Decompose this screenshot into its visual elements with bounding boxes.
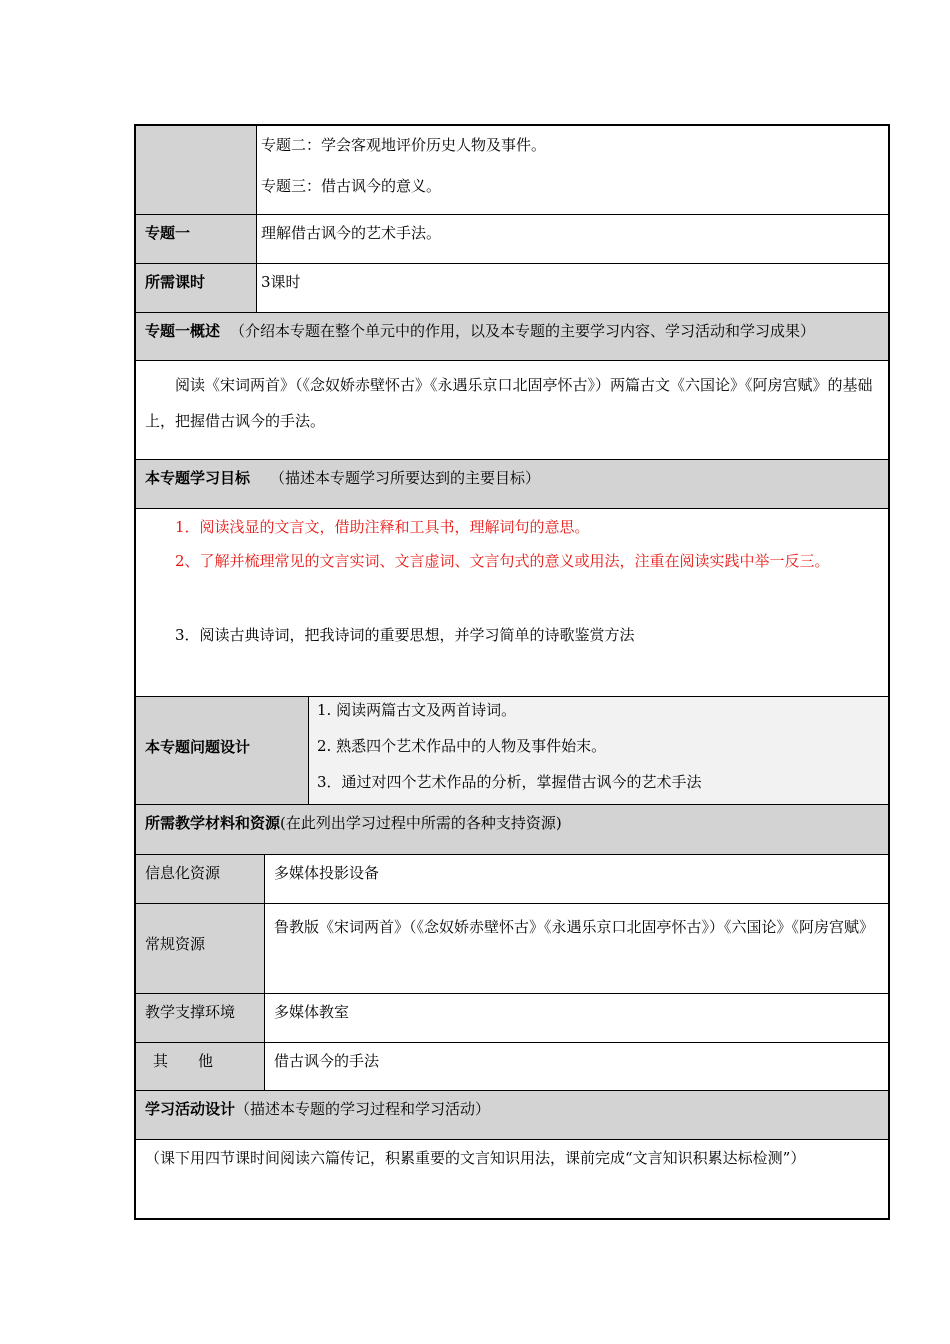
topic1-label: 专题一 bbox=[145, 224, 191, 242]
goals-header-row bbox=[136, 460, 888, 509]
resource-label-cell bbox=[136, 1043, 265, 1090]
questions-label-cell bbox=[136, 697, 309, 804]
hours-label-cell bbox=[136, 264, 257, 312]
question-item-2: 2. 熟悉四个艺术作品中的人物及事件始末。 bbox=[317, 737, 607, 755]
goal-item-1: 1．阅读浅显的文言文，借助注释和工具书，理解词句的意思。 bbox=[175, 518, 590, 536]
resource-row-info bbox=[136, 855, 888, 904]
resource-label: 教学支撑环境 bbox=[145, 1003, 236, 1021]
resource-label-cell bbox=[136, 994, 265, 1042]
resource-label: 其 他 bbox=[153, 1052, 214, 1070]
overview-heading bbox=[145, 321, 815, 341]
topic1-value-cell bbox=[257, 215, 888, 263]
goals-body-row bbox=[136, 509, 888, 697]
hours-label: 所需课时 bbox=[145, 273, 206, 291]
resource-value: 多媒体投影设备 bbox=[274, 864, 380, 882]
topic3-text: 专题三：借古讽今的意义。 bbox=[261, 177, 442, 195]
resource-row-regular bbox=[136, 904, 888, 994]
activities-note: （描述本专题的学习过程和学习活动） bbox=[235, 1100, 491, 1118]
topic1-row bbox=[136, 215, 888, 264]
lesson-plan-table bbox=[134, 124, 890, 1220]
activities-body: （课下用四节课时间阅读六篇传记，积累重要的文言知识用法，课前完成“文言知识积累达标检测”） bbox=[145, 1149, 806, 1167]
questions-label: 本专题问题设计 bbox=[145, 738, 251, 756]
topic1-value: 理解借古讽今的艺术手法。 bbox=[261, 224, 442, 242]
overview-body-row bbox=[136, 361, 888, 460]
goals-heading-text: 本专题学习目标 bbox=[145, 469, 251, 487]
resource-value: 多媒体教室 bbox=[274, 1003, 350, 1021]
resource-value-cell bbox=[265, 855, 888, 903]
overview-body: 阅读《宋词两首》（《念奴娇赤壁怀古》《永遇乐京口北固亭怀古》）两篇古文《六国论》《阿房宫赋》的基础上，把握借古讽今的手法。 bbox=[145, 376, 873, 430]
resources-header-row bbox=[136, 805, 888, 855]
resource-value-cell bbox=[265, 904, 888, 993]
hours-row bbox=[136, 264, 888, 313]
activities-header-row bbox=[136, 1091, 888, 1140]
resource-label-cell bbox=[136, 904, 265, 993]
resource-value: 借古讽今的手法 bbox=[274, 1052, 380, 1070]
resource-value-cell bbox=[265, 994, 888, 1042]
overview-heading-text: 专题一概述 bbox=[145, 322, 221, 340]
resource-label-cell bbox=[136, 855, 265, 903]
topic1-label-cell bbox=[136, 215, 257, 263]
resource-value: 鲁教版《宋词两首》（《念奴娇赤壁怀古》《永遇乐京口北固亭怀古》）《六国论》《阿房宫赋》 bbox=[274, 918, 875, 936]
goals-heading bbox=[145, 468, 540, 488]
topics-content-cell bbox=[257, 126, 888, 214]
resource-row-environment bbox=[136, 994, 888, 1043]
resource-label: 常规资源 bbox=[145, 935, 206, 953]
question-item-3: 3．通过对四个艺术作品的分析，掌握借古讽今的艺术手法 bbox=[317, 773, 702, 791]
resources-heading bbox=[145, 813, 562, 833]
overview-header-row bbox=[136, 313, 888, 361]
question-item-1: 1. 阅读两篇古文及两首诗词。 bbox=[317, 701, 517, 719]
questions-row bbox=[136, 697, 888, 805]
goals-note: （描述本专题学习所要达到的主要目标） bbox=[270, 469, 541, 487]
hours-value-cell bbox=[257, 264, 888, 312]
overview-note: （介绍本专题在整个单元中的作用，以及本专题的主要学习内容、学习活动和学习成果） bbox=[230, 322, 816, 340]
goal-item-2: 2、了解并梳理常见的文言实词、文言虚词、文言句式的意义或用法，注重在阅读实践中举一反三。 bbox=[175, 552, 830, 570]
activities-body-row bbox=[136, 1140, 888, 1220]
topics-continuation-row bbox=[136, 126, 888, 215]
activities-heading-text: 学习活动设计 bbox=[145, 1100, 236, 1118]
goal-item-3: 3．阅读古典诗词，把我诗词的重要思想，并学习简单的诗歌鉴赏方法 bbox=[175, 626, 635, 644]
activities-heading bbox=[145, 1099, 490, 1119]
topics-label-cell bbox=[136, 126, 257, 214]
resources-heading-text: 所需教学材料和资源 bbox=[145, 814, 281, 832]
resources-note: (在此列出学习过程中所需的各种支持资源) bbox=[280, 814, 562, 832]
resource-value-cell bbox=[265, 1043, 888, 1090]
questions-list-cell bbox=[309, 697, 888, 804]
resource-label: 信息化资源 bbox=[145, 864, 221, 882]
topic2-text: 专题二：学会客观地评价历史人物及事件。 bbox=[261, 136, 547, 154]
hours-value: 3课时 bbox=[261, 273, 301, 291]
resource-row-other bbox=[136, 1043, 888, 1091]
